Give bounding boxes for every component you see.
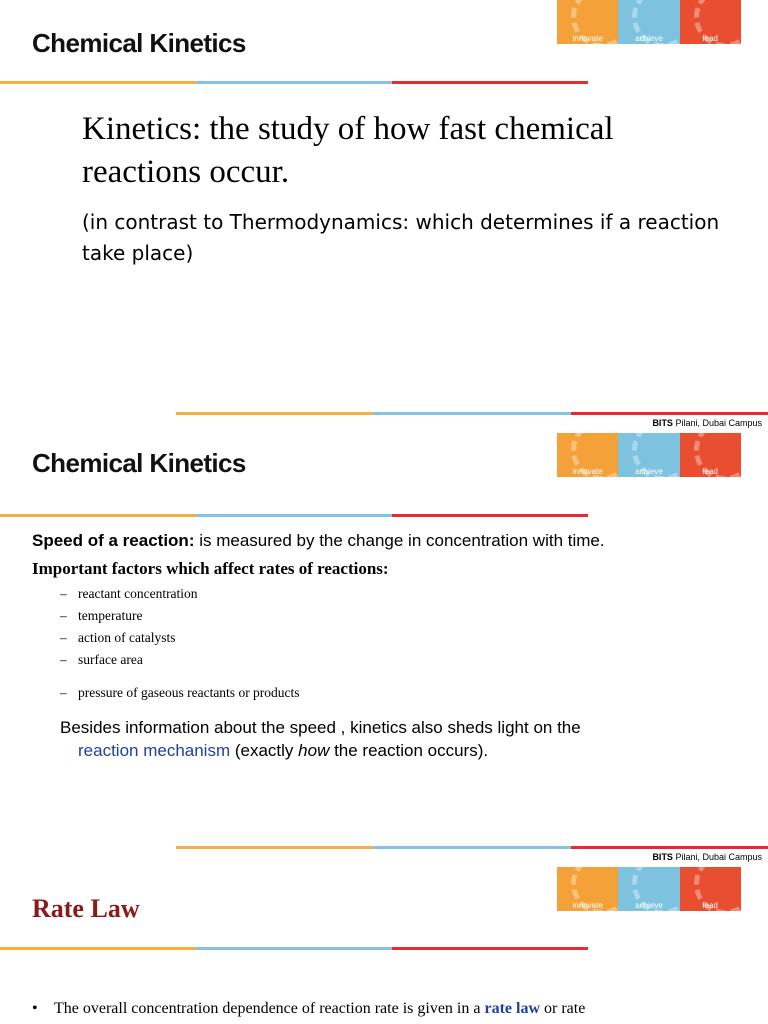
brand-label-innovate: innovate	[572, 467, 603, 476]
thermodynamics-contrast: (in contrast to Thermodynamics: which determines if a reaction take place)	[82, 210, 720, 265]
factors-heading: Important factors which affect rates of reactions:	[32, 559, 389, 578]
factor-item: – surface area	[60, 652, 143, 667]
speed-text: is measured by the change in concentration with time.	[194, 531, 605, 550]
header-divider	[0, 514, 588, 517]
footer-location: Pilani, Dubai Campus	[672, 418, 762, 428]
brand-label-lead: lead	[702, 34, 718, 43]
rate-law-term: rate law	[484, 1000, 540, 1017]
brand-segment-lead	[680, 433, 741, 477]
brand-label-achieve: achieve	[635, 34, 663, 43]
slide-1-title: Chemical Kinetics	[32, 28, 246, 58]
brand-segment-achieve	[618, 433, 679, 477]
besides-text: Besides information about the speed , kinetics also sheds light on the	[60, 718, 581, 737]
brand-label-achieve: achieve	[635, 901, 663, 910]
factor-label: temperature	[78, 608, 143, 623]
besides-text-3: the reaction occurs).	[329, 741, 489, 760]
slide-1	[0, 0, 768, 420]
factor-label: surface area	[78, 652, 143, 667]
header-divider	[0, 81, 588, 84]
slide-2	[0, 430, 768, 860]
brand-segment-lead	[680, 0, 741, 44]
footer-bits: BITS	[652, 852, 673, 862]
speed-definition	[32, 531, 605, 551]
bullet-text-2: or rate	[540, 1000, 586, 1017]
factor-label: action of catalysts	[78, 630, 176, 645]
brand-label-achieve: achieve	[635, 467, 663, 476]
footer-campus	[652, 418, 762, 428]
brand-segment-achieve	[618, 0, 679, 44]
brand-segment-innovate	[557, 0, 618, 44]
reaction-mechanism-term: reaction mechanism	[78, 741, 231, 760]
bullet-text-1: The overall concentration dependence of reaction rate is given in a	[54, 1000, 485, 1017]
slide-2-title: Chemical Kinetics	[32, 448, 246, 478]
rate-law-bullet	[32, 1000, 752, 1018]
slide-3-title: Rate Law	[32, 894, 140, 923]
bullet-dot: •	[32, 1000, 38, 1017]
footer-bits: BITS	[652, 418, 673, 428]
brand-banner	[557, 0, 741, 44]
speed-label: Speed of a reaction:	[32, 531, 195, 550]
besides-text-2: (exactly	[230, 741, 299, 760]
brand-label-lead: lead	[702, 467, 718, 476]
factor-label: pressure of gaseous reactants or products	[78, 685, 300, 700]
footer-divider	[176, 846, 768, 849]
footer-location: Pilani, Dubai Campus	[672, 852, 762, 862]
brand-segment-lead	[680, 867, 741, 911]
footer-divider	[176, 412, 768, 415]
brand-label-lead: lead	[702, 901, 718, 910]
brand-segment-innovate	[557, 867, 618, 911]
factor-item: – temperature	[60, 608, 143, 623]
factor-item: – reactant concentration	[60, 586, 198, 601]
brand-segment-achieve	[618, 867, 679, 911]
factor-label: reactant concentration	[78, 586, 198, 601]
footer-campus	[652, 852, 762, 862]
brand-banner	[557, 433, 741, 477]
brand-label-innovate: innovate	[572, 901, 603, 910]
mechanism-paragraph	[60, 716, 740, 762]
factor-item: – action of catalysts	[60, 630, 176, 645]
brand-banner	[557, 867, 741, 911]
header-divider	[0, 947, 588, 950]
factor-item: – pressure of gaseous reactants or products	[60, 685, 300, 700]
how-emphasis: how	[298, 741, 330, 760]
kinetics-definition: Kinetics: the study of how fast chemical reactions occur.	[82, 111, 614, 190]
brand-segment-innovate	[557, 433, 618, 477]
slide-3	[0, 862, 768, 1024]
brand-label-innovate: innovate	[572, 34, 603, 43]
